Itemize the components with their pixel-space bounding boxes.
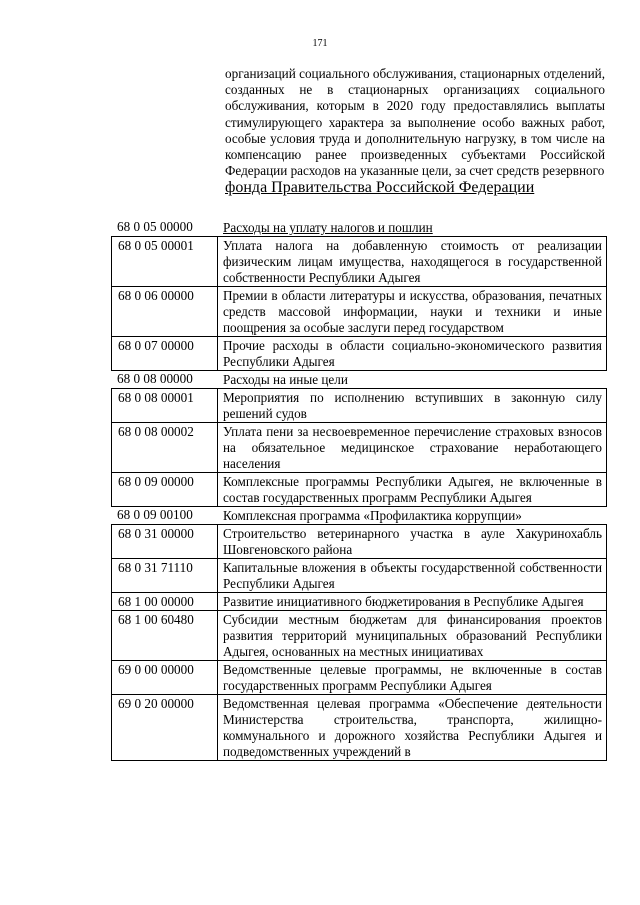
row-code: 68 0 06 00000 — [112, 287, 218, 336]
row-code: 68 0 05 00000 — [117, 219, 193, 234]
table-row — [112, 610, 606, 660]
table-row — [112, 660, 606, 694]
table-row — [111, 371, 607, 388]
table-group — [111, 236, 607, 371]
row-description: Ведомственные целевые программы, не включенные в состав государственных программ Республики Адыгея — [223, 662, 602, 693]
row-description: Комплексная программа «Профилактика коррупции» — [223, 508, 522, 523]
row-description: Субсидии местным бюджетам для финансирования проектов развития территорий муниципальных образований Республики Адыгея, основанных на местных инициативах — [223, 612, 602, 659]
table-row — [112, 237, 606, 286]
table-group — [111, 388, 607, 507]
row-description: Мероприятия по исполнению вступивших в законную силу решений судов — [223, 390, 602, 421]
row-code: 69 0 20 00000 — [112, 695, 218, 760]
table-row — [112, 472, 606, 506]
table-row — [112, 525, 606, 558]
table-row — [112, 422, 606, 472]
row-code: 68 1 00 60480 — [112, 611, 218, 660]
table-row — [112, 336, 606, 370]
table-row — [112, 694, 606, 760]
table-row — [111, 219, 607, 236]
row-description: Развитие инициативного бюджетирования в Республике Адыгея — [223, 594, 584, 609]
row-code: 68 0 08 00000 — [117, 371, 193, 386]
row-description: Строительство ветеринарного участка в ауле Хакуринохабль Шовгеновского района — [223, 526, 602, 557]
page-number: 171 — [312, 38, 328, 49]
row-description: Комплексные программы Республики Адыгея, не включенные в состав государственных программ Республики Адыгея — [223, 474, 602, 505]
row-code: 68 0 09 00000 — [112, 473, 218, 506]
intro-paragraph — [225, 66, 605, 197]
row-code: 68 0 05 00001 — [112, 237, 218, 286]
table-row — [112, 558, 606, 592]
row-description: Прочие расходы в области социально-экономического развития Республики Адыгея — [223, 338, 602, 369]
table-group — [111, 524, 607, 761]
row-description: Капитальные вложения в объекты государственной собственности Республики Адыгея — [223, 560, 602, 591]
row-code: 68 0 08 00002 — [112, 423, 218, 472]
row-code: 69 0 00 00000 — [112, 661, 218, 694]
row-code: 68 0 31 00000 — [112, 525, 218, 558]
row-description: Расходы на уплату налогов и пошлин — [223, 220, 433, 235]
row-code: 68 0 08 00001 — [112, 389, 218, 422]
table-row — [112, 286, 606, 336]
row-description: Расходы на иные цели — [223, 372, 348, 387]
intro-text: организаций социального обслуживания, стационарных отделений, созданных не в стационарных организациях социального обслуживания, которым в 2020 году предоставлялись выплаты стимулирующего характера за выполнение особо важных работ, особые условия труда и дополнительную нагрузку, в том числе на компенсацию ранее произведенных субъектами Российской Федерации расходов на указанные цели, за счет средств резервного — [225, 66, 605, 179]
row-description: Премии в области литературы и искусства, образования, печатных средств массовой информации, науки и техники и иные поощрения за особые заслуги перед государством — [223, 288, 602, 335]
table-row — [111, 507, 607, 524]
classification-table — [111, 219, 607, 761]
table-row — [112, 592, 606, 610]
row-code: 68 0 07 00000 — [112, 337, 218, 370]
row-description: Уплата пени за несвоевременное перечисление страховых взносов на обязательное медицинское страхование неработающего населения — [223, 424, 602, 471]
table-row — [112, 389, 606, 422]
row-description: Ведомственная целевая программа «Обеспечение деятельности Министерства строительства, транспорта, жилищно-коммунального и дорожного хозяйства Республики Адыгея и подведомственных учреждений в — [223, 696, 602, 759]
row-description: Уплата налога на добавленную стоимость от реализации физическим лицам имущества, находящегося в государственной собственности Республики Адыгея — [223, 238, 602, 285]
row-code: 68 0 31 71110 — [112, 559, 218, 592]
intro-last-line: фонда Правительства Российской Федерации — [225, 179, 535, 197]
row-code: 68 0 09 00100 — [117, 507, 193, 522]
row-code: 68 1 00 00000 — [112, 593, 218, 610]
